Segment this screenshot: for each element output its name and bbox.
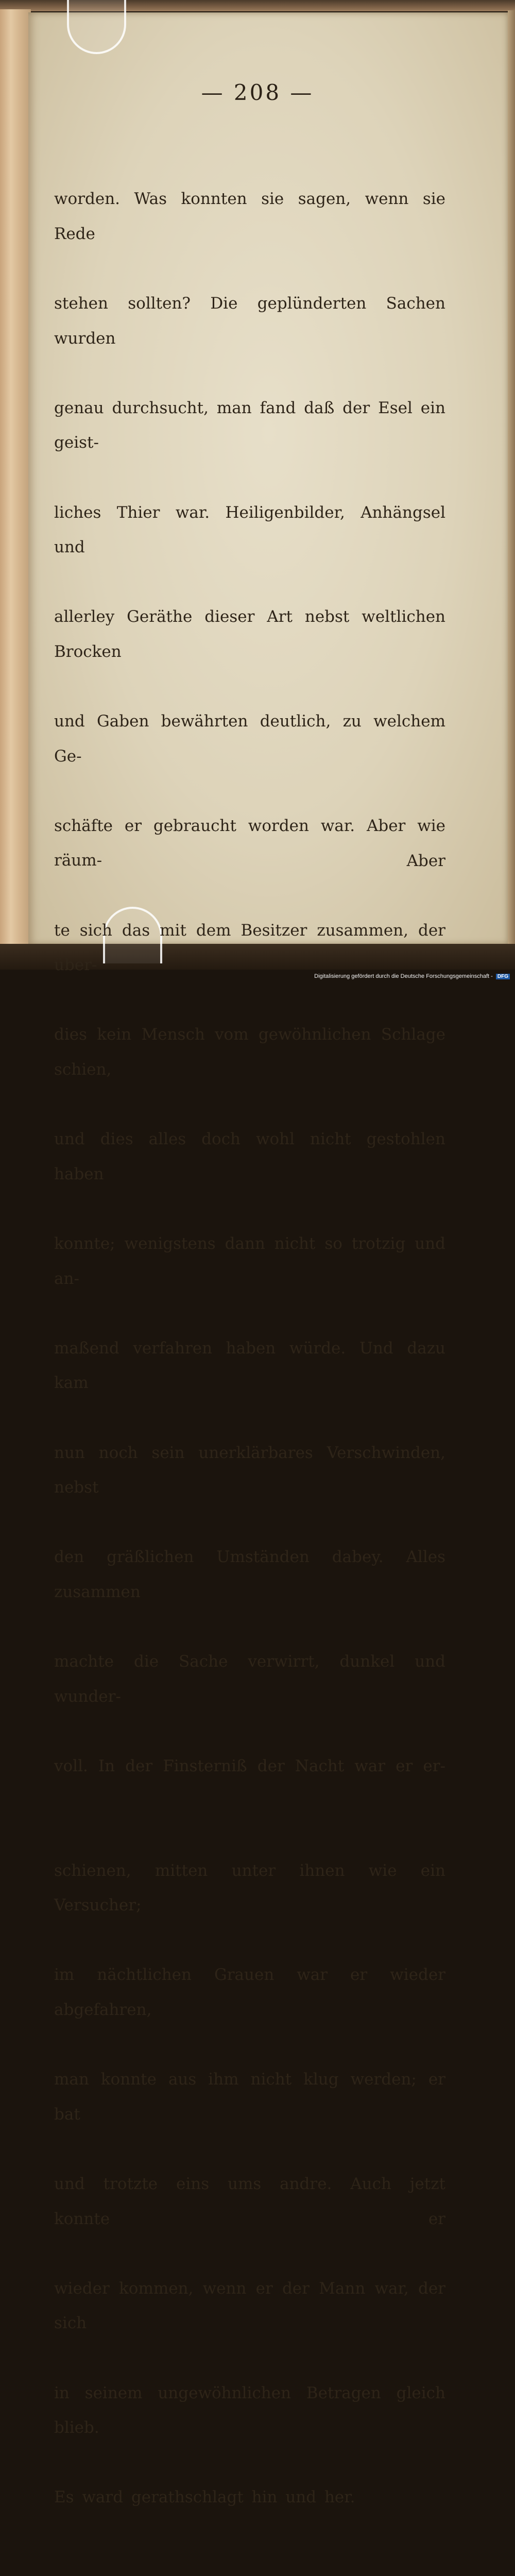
text-line: allerley Geräthe dieser Art nebst weltlichen Brocken	[54, 607, 445, 661]
credit-text: Digitalisierung gefördert durch die Deutsche Forschungsgemeinschaft -	[314, 973, 493, 979]
text-line: machte die Sache verwirrt, dunkel und wunder-	[54, 1652, 445, 1706]
body-text	[54, 112, 445, 2576]
text-line: maßend verfahren haben würde. Und dazu kam	[54, 1338, 445, 1393]
dfg-logo-icon: DFG	[496, 974, 510, 979]
right-book-edge	[508, 10, 515, 953]
text-line: te sich das mit dem Besitzer zusammen, der über-	[54, 921, 445, 975]
text-line: und dies alles doch wohl nicht gestohlen haben	[54, 1130, 445, 1183]
text-line: schäfte er gebraucht worden war. Aber wie räum-	[54, 816, 445, 870]
text-line: man konnte aus ihm nicht klug werden; er bat	[54, 2070, 445, 2124]
page-number-header: — 208 —	[201, 80, 314, 105]
text-line: dies kein Mensch vom gewöhnlichen Schlage schien,	[54, 1025, 445, 1079]
text-line: schienen, mitten unter ihnen wie ein Versucher;	[54, 1861, 445, 1915]
text-line: voll. In der Finsterniß der Nacht war er er-	[54, 1756, 445, 1775]
text-line: den gräßlichen Umständen dabey. Alles zusammen	[54, 1548, 445, 1601]
text-line: wieder kommen, wenn er der Mann war, der sich	[54, 2279, 445, 2333]
text-line: genau durchsucht, man fand daß der Esel ein geist-	[54, 398, 445, 452]
text-line: stehen sollten? Die geplünderten Sachen wurden	[54, 294, 445, 348]
digitization-credit	[312, 972, 512, 980]
left-page-edges	[0, 9, 31, 952]
text-line: Es ward gerathschlagt hin und her.	[54, 2488, 355, 2507]
text-line: konnte; wenigstens dann nicht so trotzig und an-	[54, 1234, 445, 1288]
text-line: worden. Was konnten sie sagen, wenn sie Rede	[54, 190, 445, 243]
text-line: und Gaben bewährten deutlich, zu welchem Ge-	[54, 712, 445, 766]
text-line: nun noch sein unerklärbares Verschwinden, nebst	[54, 1443, 445, 1497]
text-line: und trotzte eins ums andre. Auch jetzt konnte er	[54, 2175, 445, 2228]
text-line: liches Thier war. Heiligenbilder, Anhängsel und	[54, 503, 445, 557]
text-line: in seinem ungewöhnlichen Betragen gleich blieb.	[54, 2383, 445, 2437]
catchword: Aber	[406, 852, 445, 870]
text-line: im nächtlichen Grauen war er wieder abgefahren,	[54, 1965, 445, 2020]
